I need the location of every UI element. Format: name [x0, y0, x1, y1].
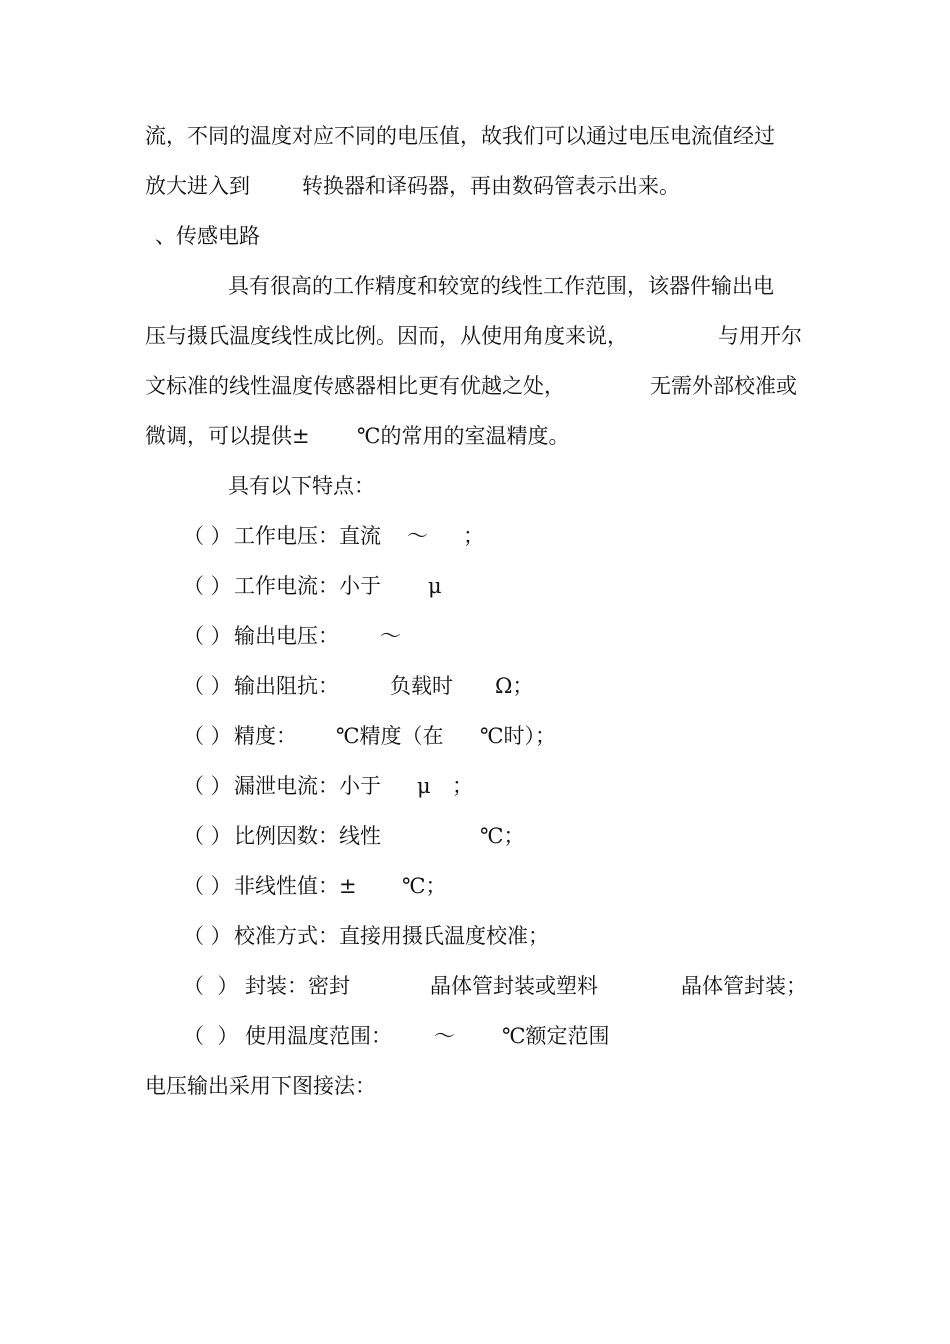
- feature-6-label: 漏泄电流：小于: [234, 774, 381, 798]
- feature-11-label: 使用温度范围：: [245, 1024, 392, 1048]
- feature-4-load: 负载时: [390, 674, 453, 698]
- feature-10-label: 封装：密封: [245, 974, 350, 998]
- feature-item-9: [0, 922, 549, 950]
- feature-item-10: [0, 972, 807, 1000]
- feature-item-6: [0, 772, 473, 800]
- paragraph1-line2: [0, 172, 680, 200]
- paragraph2-line1: [0, 272, 774, 300]
- paragraph2-line3-part-a: 文标准的线性温度传感器相比更有优越之处，: [145, 374, 565, 398]
- features-intro: [0, 472, 375, 500]
- feature-6-end: ；: [452, 774, 473, 798]
- paragraph2-line1-text: 具有很高的工作精度和较宽的线性工作范围，该器件输出电: [228, 274, 774, 298]
- feature-2-number: （ ）: [183, 574, 232, 598]
- feature-1-number: （ ）: [183, 524, 232, 548]
- feature-item-5: [0, 722, 556, 750]
- feature-7-number: （ ）: [183, 824, 232, 848]
- feature-11-range-end: ℃额定范围: [502, 1024, 610, 1048]
- features-intro-text: 具有以下特点：: [228, 474, 375, 498]
- feature-1-end: ；: [463, 524, 484, 548]
- feature-8-label: 非线性值：±: [234, 874, 357, 898]
- feature-7-label: 比例因数：线性: [234, 824, 381, 848]
- feature-10-number: （ ）: [183, 974, 239, 998]
- paragraph2-line4-part-a: 微调，可以提供±: [145, 424, 310, 448]
- feature-6-unit: μ: [417, 774, 431, 798]
- paragraph2-line4-part-b: ℃的常用的室温精度。: [357, 424, 570, 448]
- feature-2-label: 工作电流：小于: [234, 574, 381, 598]
- paragraph1-line1: [0, 122, 775, 150]
- paragraph1-line2-part-a: 放大进入到: [145, 174, 250, 198]
- section-heading: [0, 222, 260, 250]
- paragraph2-line2-part-a: 压与摄氏温度线性成比例。因而，从使用角度来说，: [145, 324, 628, 348]
- feature-1-range-sep: ～: [407, 524, 428, 548]
- feature-item-11: [0, 1022, 610, 1050]
- feature-7-unit: ℃；: [480, 824, 525, 848]
- feature-item-3: [0, 622, 401, 650]
- feature-4-unit: Ω；: [495, 674, 534, 698]
- feature-5-precision: ℃精度（在: [336, 724, 444, 748]
- closing-line-text: 电压输出采用下图接法：: [145, 1074, 376, 1098]
- feature-5-label: 精度：: [234, 724, 297, 748]
- feature-3-number: （ ）: [183, 624, 232, 648]
- feature-6-number: （ ）: [183, 774, 232, 798]
- feature-3-label: 输出电压：: [234, 624, 339, 648]
- feature-item-4: [0, 672, 534, 700]
- feature-1-label: 工作电压：直流: [234, 524, 381, 548]
- feature-9-number: （ ）: [183, 924, 232, 948]
- feature-10-package-a: 晶体管封装或塑料: [430, 974, 598, 998]
- paragraph2-line3-part-b: 无需外部校准或: [650, 374, 797, 398]
- feature-8-number: （ ）: [183, 874, 232, 898]
- paragraph2-line2: [0, 322, 802, 350]
- paragraph2-line2-part-b: 与用开尔: [718, 324, 802, 348]
- paragraph1-line1-text: 流，不同的温度对应不同的电压值，故我们可以通过电压电流值经过: [145, 124, 775, 148]
- feature-item-1: [0, 522, 484, 550]
- feature-5-number: （ ）: [183, 724, 232, 748]
- feature-2-unit: μ: [428, 574, 442, 598]
- closing-line: [0, 1072, 376, 1100]
- paragraph2-line3: [0, 372, 797, 400]
- feature-9-label: 校准方式：直接用摄氏温度校准；: [234, 924, 549, 948]
- paragraph1-line2-part-b: 转换器和译码器，再由数码管表示出来。: [302, 174, 680, 198]
- feature-5-at: ℃时）；: [480, 724, 556, 748]
- feature-4-label: 输出阻抗：: [234, 674, 339, 698]
- feature-10-package-b: 晶体管封装；: [681, 974, 807, 998]
- feature-11-number: （ ）: [183, 1024, 239, 1048]
- feature-11-range-sep: ～: [434, 1024, 455, 1048]
- feature-4-number: （ ）: [183, 674, 232, 698]
- feature-8-unit: ℃；: [402, 874, 447, 898]
- feature-3-range-sep: ～: [380, 624, 401, 648]
- feature-item-7: [0, 822, 525, 850]
- feature-item-2: [0, 572, 442, 600]
- section-heading-text: 、传感电路: [155, 224, 260, 248]
- paragraph2-line4: [0, 422, 570, 450]
- feature-item-8: [0, 872, 447, 900]
